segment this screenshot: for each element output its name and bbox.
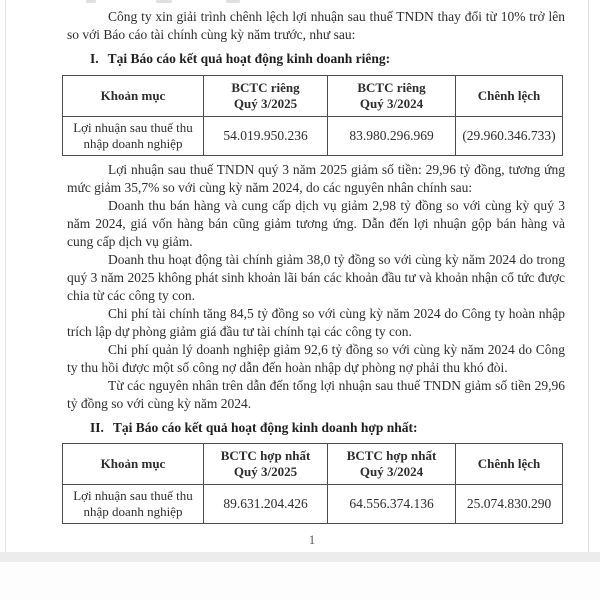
section1-title: Tại Báo cáo kết quả hoạt động kinh doanh riêng: [107, 51, 391, 66]
paragraph: Từ các nguyên nhân trên dẫn đến tổng lợi nhuận sau thuế TNDN giảm số tiền 29,96 tỷ đồng so với cùng kỳ năm 2024. [67, 378, 565, 411]
separate-income-statement-table [62, 75, 563, 156]
table-header-row [63, 76, 563, 117]
header-line2: Quý 3/2025 [233, 464, 298, 479]
header-line2: Quý 3/2025 [233, 96, 298, 111]
header-line2: Quý 3/2024 [359, 464, 424, 479]
paragraph: Doanh thu hoạt động tài chính giảm 38,0 tỷ đồng so với cùng kỳ năm 2024 do trong quý 3 năm 2025 không phát sinh khoản lãi bán các khoản đầu tư và khoản nhận cổ tức được chia từ các công ty con. [67, 252, 565, 303]
header-bctc-2025 [204, 444, 328, 485]
page-left-edge [5, 0, 6, 552]
paragraph: Lợi nhuận sau thuế TNDN quý 3 năm 2025 giảm số tiền: 29,96 tỷ đồng, tương ứng mức giảm 35,7% so với cùng kỳ năm 2024, do các nguyên nhân chính sau: [67, 162, 565, 195]
difference-cell: (29.960.346.733) [456, 117, 563, 156]
header-label: Khoản mục [100, 456, 166, 471]
section2-number: II. [90, 420, 104, 435]
consolidated-income-statement-table [62, 443, 563, 524]
page-break-separator [0, 552, 600, 562]
section1-heading [90, 50, 565, 68]
cutoff-text-artifact [156, 0, 172, 3]
header-chenh-lech [456, 76, 563, 117]
header-label: Khoản mục [100, 88, 166, 103]
row-label-cell: Lợi nhuận sau thuế thu nhập doanh nghiệp [63, 117, 204, 156]
paragraph: Doanh thu bán hàng và cung cấp dịch vụ giảm 2,98 tỷ đồng so với cùng kỳ quý 3 năm 2024, giá vốn hàng bán cũng giảm tương ứng. Dẫn đến lợi nhuận gộp bán hàng và cung cấp dịch vụ giảm. [67, 198, 565, 249]
row-label-cell: Lợi nhuận sau thuế thu nhập doanh nghiệp [63, 485, 204, 524]
table-row [63, 485, 563, 524]
header-bctc-2024 [328, 76, 456, 117]
intro-paragraph: Công ty xin giải trình chênh lệch lợi nhuận sau thuế TNDN thay đổi từ 10% trở lên so với Báo cáo tài chính cùng kỳ năm trước, như sau: [67, 9, 565, 42]
header-chenh-lech [456, 444, 563, 485]
header-bctc-2024 [328, 444, 456, 485]
header-khoan-muc [63, 444, 204, 485]
paragraph: Chi phí tài chính tăng 84,5 tỷ đồng so với cùng kỳ năm 2024 do Công ty hoàn nhập trích lập dự phòng giảm giá đầu tư tài chính tại các công ty con. [67, 306, 565, 339]
section2-heading [90, 419, 565, 437]
value-2024-cell: 64.556.374.136 [328, 485, 456, 524]
header-label: Chênh lệch [477, 88, 541, 103]
table-row [63, 117, 563, 156]
paragraph: Chi phí quản lý doanh nghiệp giảm 92,6 tỷ đồng so với cùng kỳ năm 2024 do Công ty thu hồi được một số công nợ dẫn đến hoàn nhập dự phòng nợ phải thu khó đòi. [67, 342, 565, 375]
header-line2: Quý 3/2024 [359, 96, 424, 111]
header-khoan-muc [63, 76, 204, 117]
section2-title: Tại Báo cáo kết quả hoạt động kinh doanh hợp nhất: [112, 420, 418, 435]
cutoff-text-artifact [226, 0, 240, 3]
value-2025-cell: 89.631.204.426 [204, 485, 328, 524]
value-2025-cell: 54.019.950.236 [204, 117, 328, 156]
header-line1: BCTC hợp nhất [220, 448, 311, 463]
header-label: Chênh lệch [477, 456, 541, 471]
value-2024-cell: 83.980.296.969 [328, 117, 456, 156]
section1-number: I. [90, 51, 99, 66]
header-line1: BCTC riêng [357, 80, 426, 95]
cutoff-text-artifact [86, 0, 96, 3]
header-line1: BCTC hợp nhất [346, 448, 437, 463]
next-page-top [0, 562, 600, 600]
page-number: 1 [308, 533, 316, 547]
header-bctc-2025 [204, 76, 328, 117]
table-header-row [63, 444, 563, 485]
page-right-edge [588, 0, 589, 552]
header-line1: BCTC riêng [231, 80, 300, 95]
difference-cell: 25.074.830.290 [456, 485, 563, 524]
page-content [62, 8, 565, 548]
